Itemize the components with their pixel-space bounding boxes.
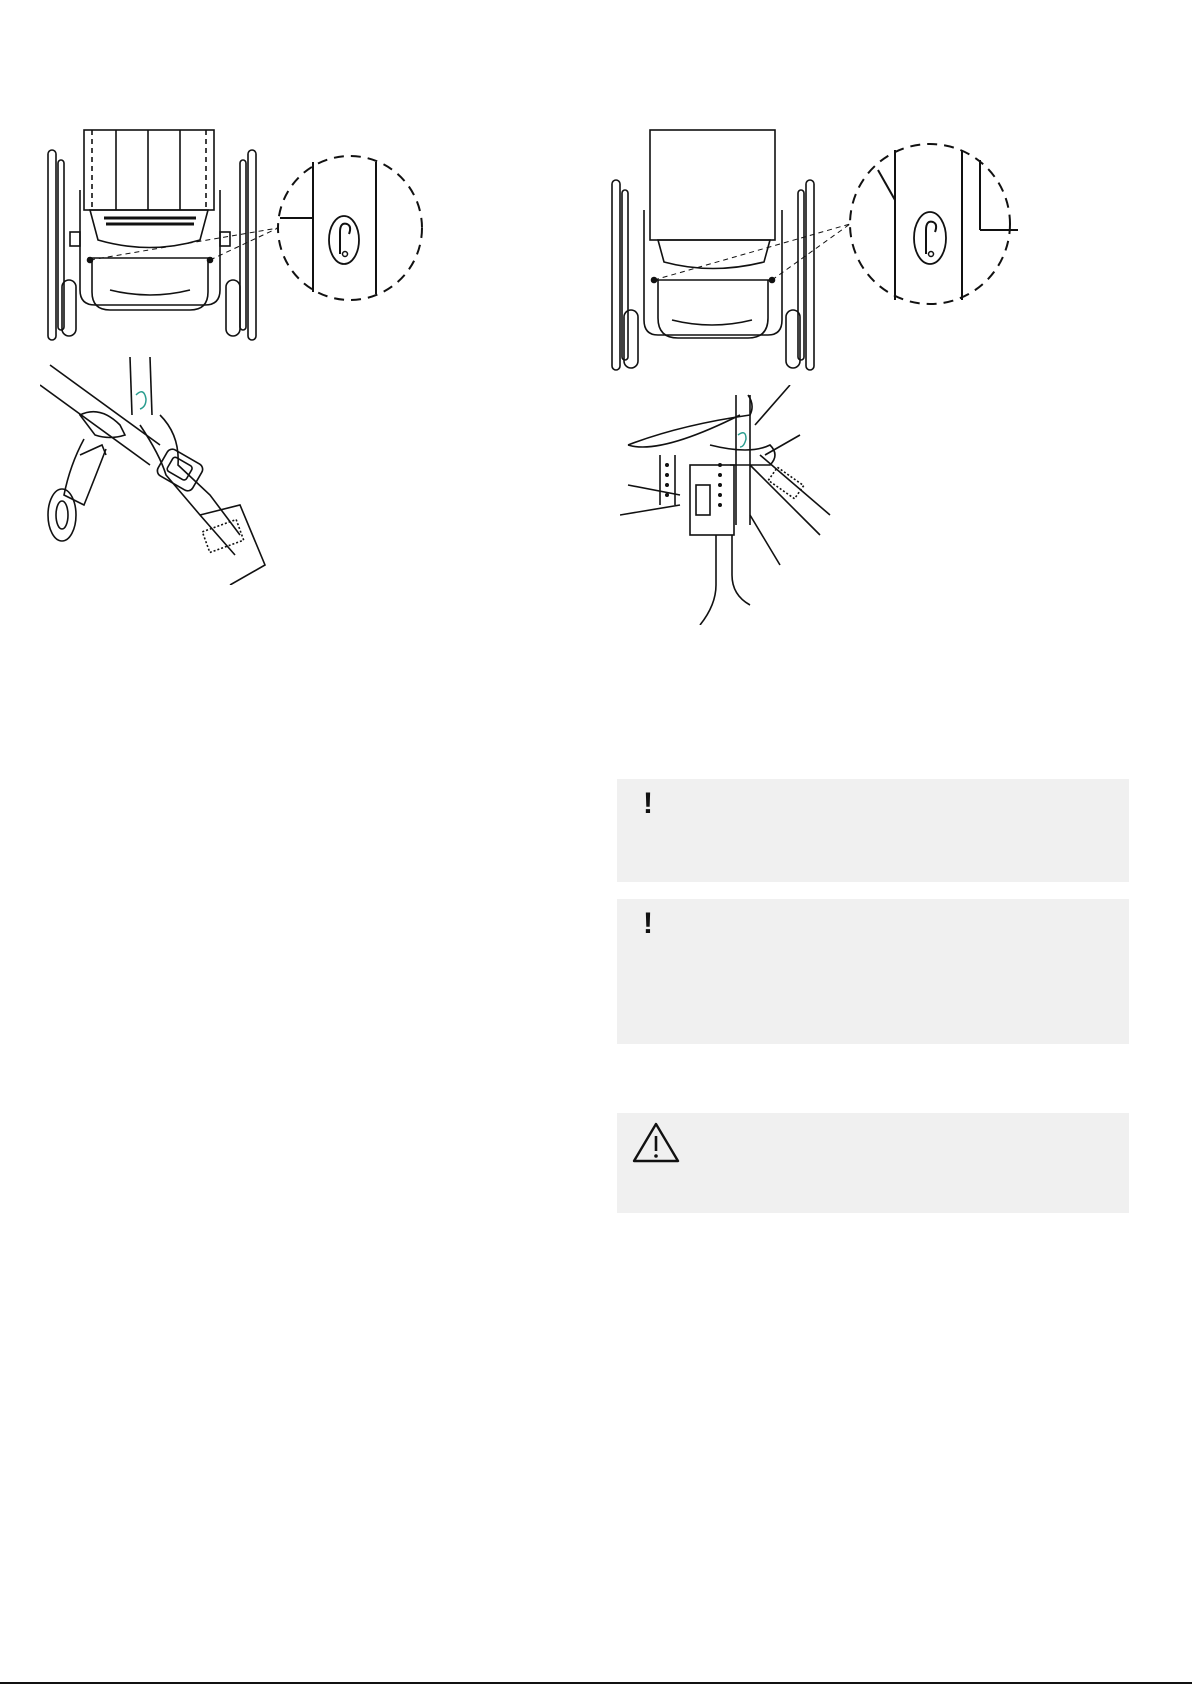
wheelchair-front-left-drawing: [40, 110, 470, 360]
warning-triangle-icon: [631, 1121, 681, 1165]
strap-attachment-right: [620, 385, 850, 625]
strap-attachment-left: [40, 355, 270, 585]
exclamation-icon: !: [643, 787, 653, 820]
strap-left-drawing: [40, 355, 270, 585]
exclamation-icon: !: [643, 907, 653, 940]
wheelchair-front-view-left: [40, 110, 470, 360]
strap-right-drawing: [620, 385, 850, 625]
wheelchair-front-right-drawing: [610, 120, 1030, 380]
notice-box-3: [617, 1113, 1129, 1213]
notice-box-1: [617, 779, 1129, 882]
wheelchair-front-view-right: [610, 120, 1030, 380]
notice-box-2: [617, 899, 1129, 1044]
footer-rule: [0, 1682, 1192, 1684]
